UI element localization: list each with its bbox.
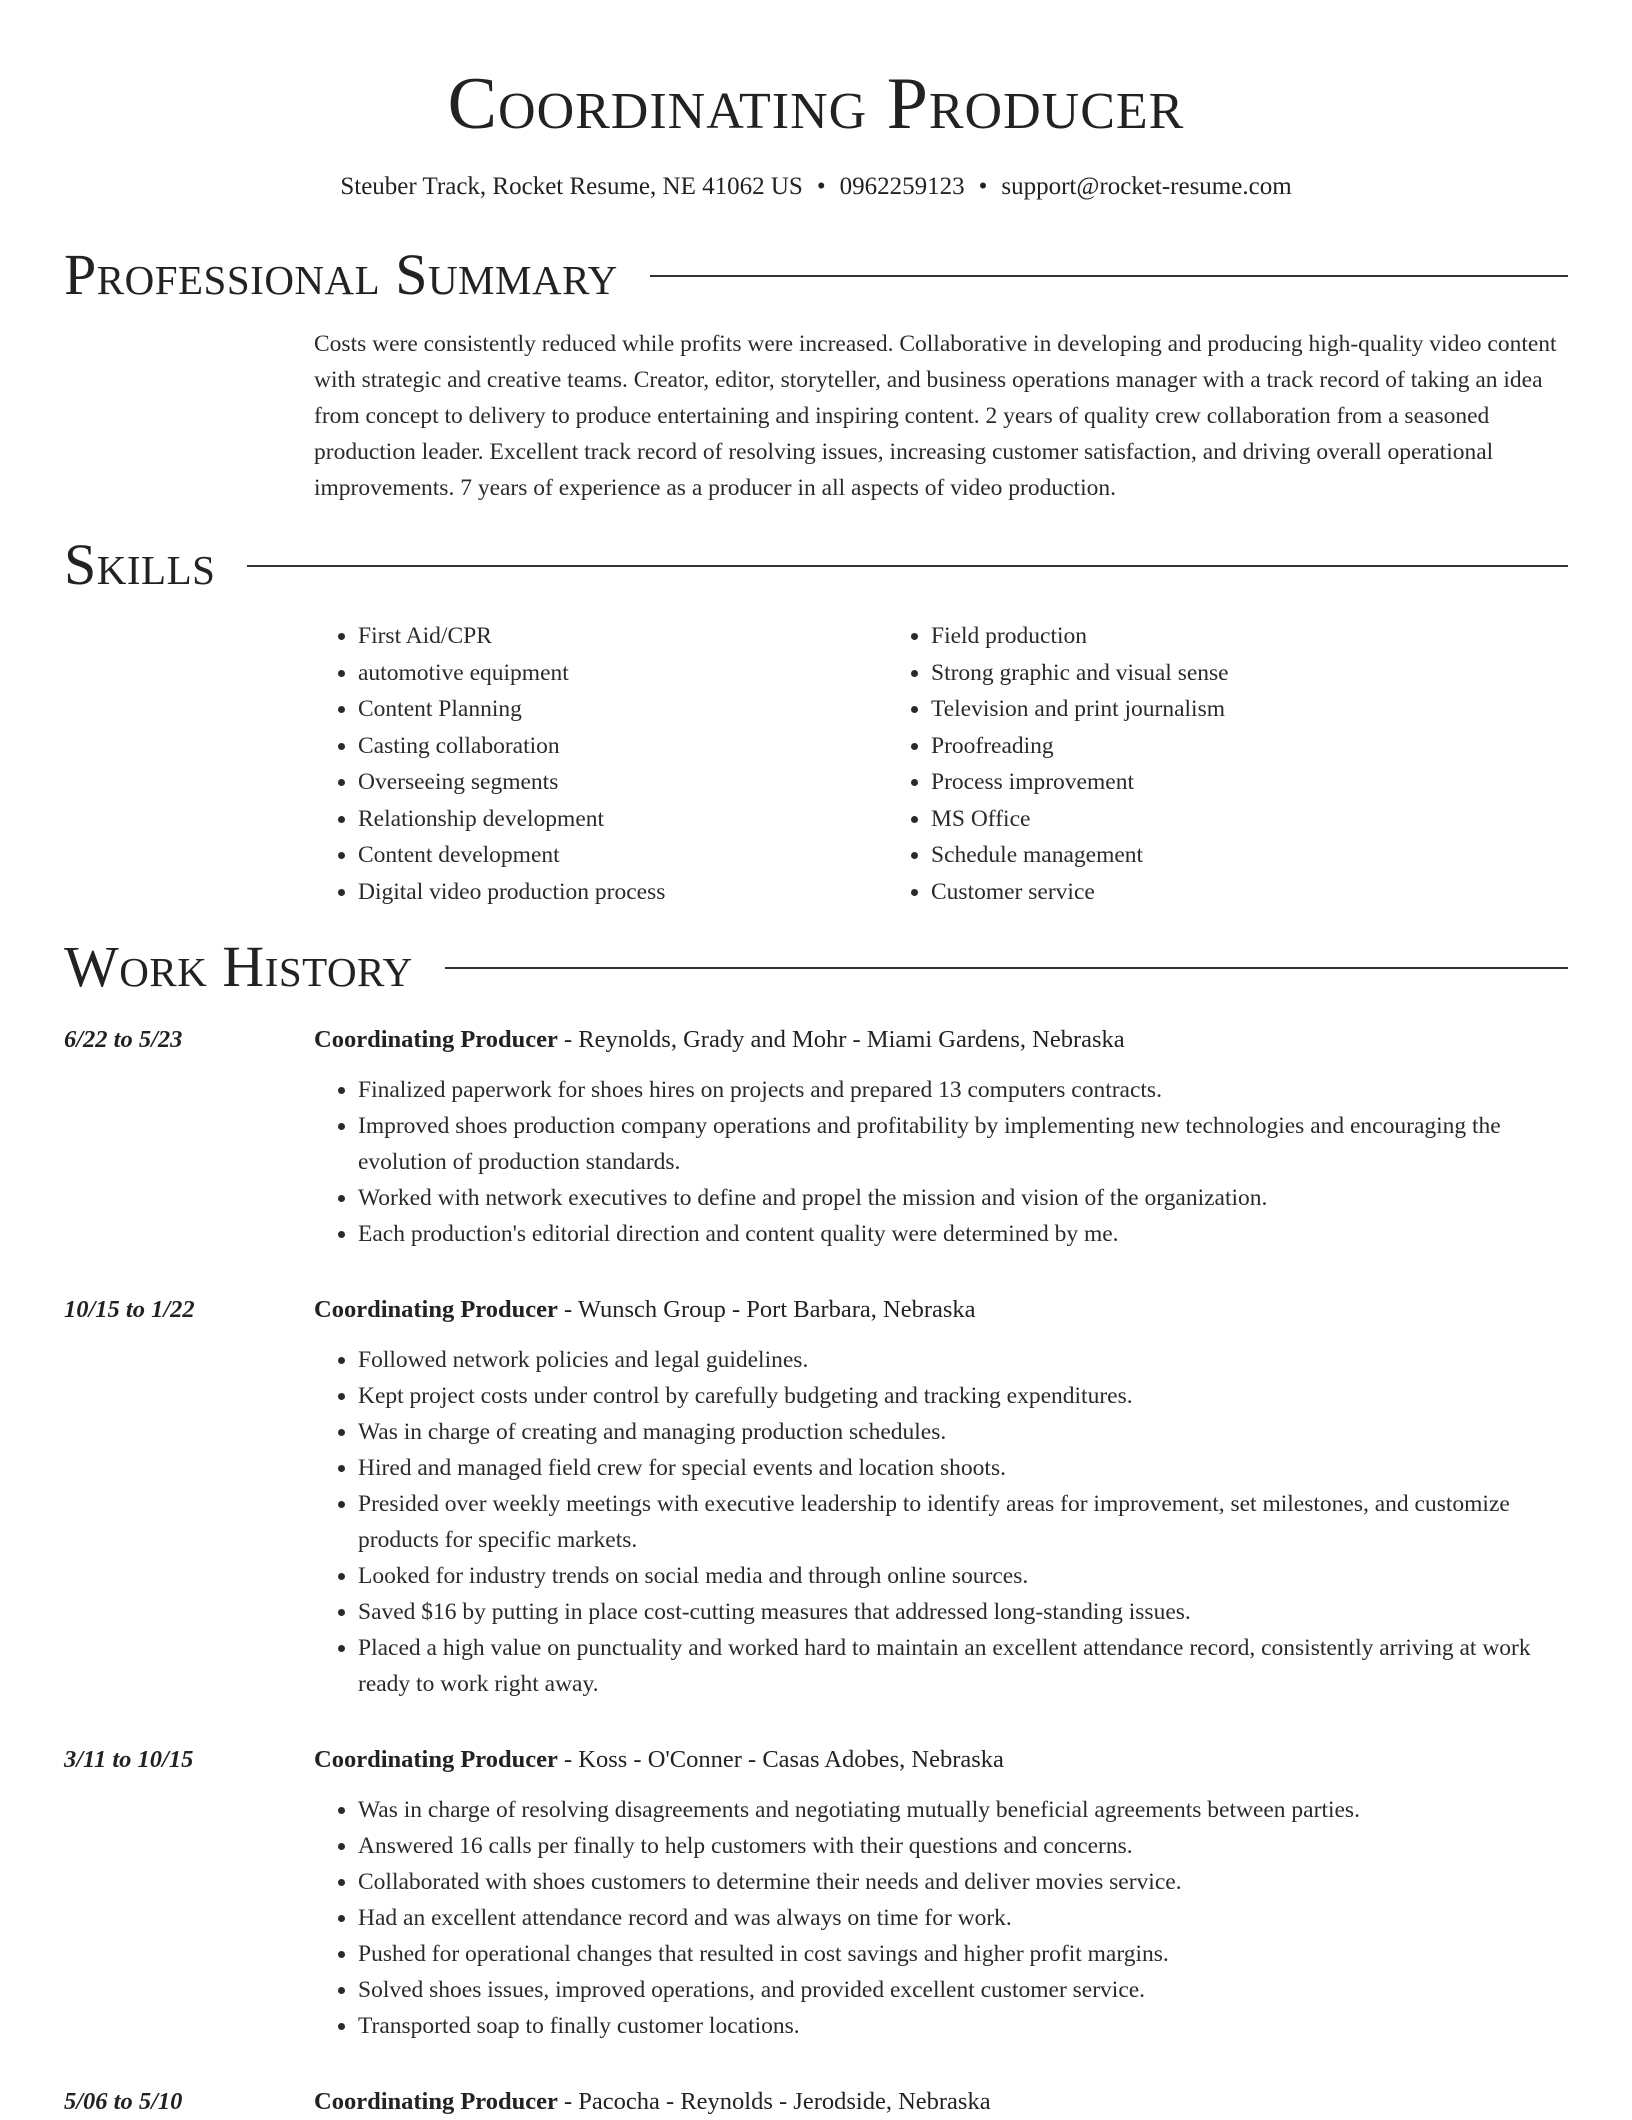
work-history-list — [0, 1022, 1632, 2120]
list-item: • Hired and managed field crew for special events and location shoots. — [358, 1450, 1568, 1486]
job-entry — [64, 1292, 1568, 1702]
list-item: • Solved shoes issues, improved operations, and provided excellent customer service. — [358, 1972, 1568, 2008]
job-dates: 6/22 to 5/23 — [64, 1026, 183, 1053]
list-item: • Relationship development — [358, 801, 887, 838]
list-item: • Television and print journalism — [931, 691, 1229, 728]
work-section-header — [64, 936, 1568, 998]
skills-section-header — [64, 534, 1568, 596]
section-divider — [445, 967, 1568, 969]
list-item: • Pushed for operational changes that resulted in cost savings and higher profit margins. — [358, 1936, 1568, 1972]
list-item: • Kept project costs under control by carefully budgeting and tracking expenditures. — [358, 1378, 1568, 1414]
job-entry — [64, 1742, 1568, 2044]
list-item: • Presided over weekly meetings with executive leadership to identify areas for improvement, set milestones, and customize products for specific markets. — [358, 1486, 1568, 1558]
job-company-location: - Wunsch Group - Port Barbara, Nebraska — [557, 1296, 976, 1323]
list-item: • Casting collaboration — [358, 728, 887, 765]
job-dates: 10/15 to 1/22 — [64, 1296, 195, 1323]
job-heading — [314, 1022, 1568, 1058]
list-item: • Had an excellent attendance record and was always on time for work. — [358, 1900, 1568, 1936]
list-item: • Worked with network executives to define and propel the mission and vision of the organization. — [358, 1180, 1568, 1216]
list-item: • Improved shoes production company operations and profitability by implementing new technologies and encouraging the evolution of production standards. — [358, 1108, 1568, 1180]
list-item: • Was in charge of resolving disagreements and negotiating mutually beneficial agreements between parties. — [358, 1792, 1568, 1828]
list-item: • MS Office — [931, 801, 1229, 838]
list-item: • Overseeing segments — [358, 764, 887, 801]
job-role: Coordinating Producer — [314, 1746, 558, 1773]
list-item: • Answered 16 calls per finally to help customers with their questions and concerns. — [358, 1828, 1568, 1864]
job-company-location: - Reynolds, Grady and Mohr - Miami Gardens, Nebraska — [557, 1026, 1125, 1053]
list-item: • Process improvement — [931, 764, 1229, 801]
job-role: Coordinating Producer — [314, 1026, 558, 1053]
list-item: • Each production's editorial direction and content quality were determined by me. — [358, 1216, 1568, 1252]
summary-text: Costs were consistently reduced while profits were increased. Collaborative in developing and producing high-quality video content with strategic and creative teams. Creator, editor, storyteller, and business operations manager with a track record of taking an idea from concept to delivery to produce entertaining and inspiring content. 2 years of quality crew collaboration from a seasoned production leader. Excellent track record of resolving issues, increasing customer satisfaction, and driving overall operational improvements. 7 years of experience as a producer in all aspects of video production. — [314, 331, 1557, 501]
list-item: • First Aid/CPR — [358, 618, 887, 655]
list-item: • Customer service — [931, 874, 1229, 911]
list-item: • Placed a high value on punctuality and worked hard to maintain an excellent attendance record, consistently arriving at work ready to work right away. — [358, 1630, 1568, 1702]
list-item: • Saved $16 by putting in place cost-cutting measures that addressed long-standing issues. — [358, 1594, 1568, 1630]
job-bullets — [314, 1342, 1568, 1702]
job-heading — [314, 1292, 1568, 1328]
list-item: • Transported soap to finally customer locations. — [358, 2008, 1568, 2044]
list-item: • automotive equipment — [358, 655, 887, 692]
summary-heading: Professional Summary — [64, 242, 618, 307]
job-body — [314, 2084, 1568, 2120]
contact-line — [0, 170, 1632, 204]
work-heading: Work History — [64, 934, 413, 999]
job-entry — [64, 2084, 1568, 2120]
job-role: Coordinating Producer — [314, 2088, 558, 2115]
list-item: • Looked for industry trends on social media and through online sources. — [358, 1558, 1568, 1594]
list-item: • Proofreading — [931, 728, 1229, 765]
list-item: • Followed network policies and legal guidelines. — [358, 1342, 1568, 1378]
separator: • — [978, 173, 988, 200]
job-bullets — [314, 1072, 1568, 1252]
resume-title: Coordinating Producer — [447, 63, 1185, 145]
job-heading — [314, 1742, 1568, 1778]
job-bullets — [314, 1792, 1568, 2044]
section-divider — [247, 565, 1568, 567]
job-body — [314, 1292, 1568, 1702]
separator: • — [816, 173, 826, 200]
job-dates: 3/11 to 10/15 — [64, 1746, 194, 1773]
email: support@rocket-resume.com — [1001, 173, 1292, 200]
phone: 0962259123 — [839, 173, 965, 200]
list-item: • Collaborated with shoes customers to determine their needs and deliver movies service. — [358, 1864, 1568, 1900]
job-role: Coordinating Producer — [314, 1296, 558, 1323]
list-item: • Strong graphic and visual sense — [931, 655, 1229, 692]
summary-section-header — [64, 244, 1568, 306]
list-item: • Field production — [931, 618, 1229, 655]
list-item: • Content Planning — [358, 691, 887, 728]
job-body — [314, 1742, 1568, 2044]
job-heading — [314, 2084, 1568, 2120]
section-divider — [650, 275, 1568, 277]
list-item: • Schedule management — [931, 837, 1229, 874]
job-dates: 5/06 to 5/10 — [64, 2088, 183, 2115]
list-item: • Content development — [358, 837, 887, 874]
job-company-location: - Koss - O'Conner - Casas Adobes, Nebraska — [557, 1746, 1004, 1773]
skills-heading: Skills — [64, 532, 216, 597]
address: Steuber Track, Rocket Resume, NE 41062 US — [340, 173, 803, 200]
skills-column-left — [314, 618, 887, 910]
list-item: • Digital video production process — [358, 874, 887, 911]
skills-list — [314, 618, 1568, 910]
skills-column-right — [887, 618, 1229, 910]
job-company-location: - Pacocha - Reynolds - Jerodside, Nebraska — [557, 2088, 991, 2115]
list-item: • Was in charge of creating and managing production schedules. — [358, 1414, 1568, 1450]
job-entry — [64, 1022, 1568, 1252]
list-item: • Finalized paperwork for shoes hires on projects and prepared 13 computers contracts. — [358, 1072, 1568, 1108]
job-body — [314, 1022, 1568, 1252]
